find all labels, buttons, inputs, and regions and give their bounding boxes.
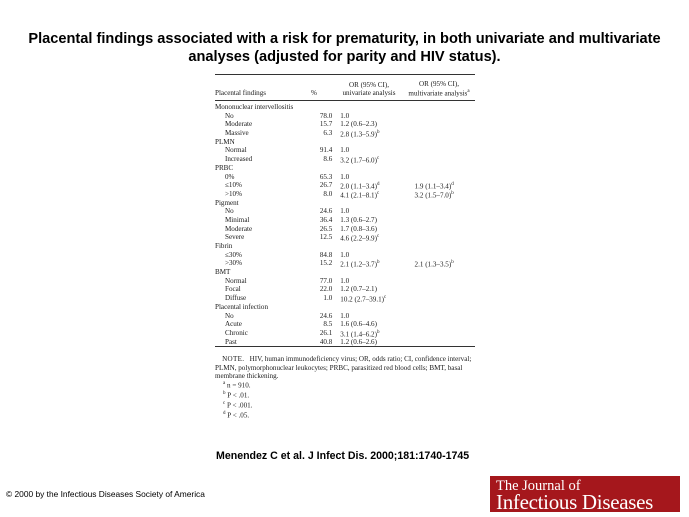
cell-multivariate [409,312,475,321]
cell-multivariate [409,216,475,225]
table-row [215,294,475,303]
cell-percent-text: 8.5 [323,320,333,329]
cell-univariate-text: 10.2 (2.7–39.1) [340,295,385,304]
cell-finding-text: Massive [225,129,249,138]
table-group-row [215,199,475,208]
cell-finding [215,268,309,277]
cell-univariate [334,312,408,321]
header-multivariate [403,80,475,97]
cell-multivariate [408,103,475,112]
table-row [215,181,475,190]
cell-finding [215,216,309,225]
cell-multivariate [409,129,475,138]
cell-univariate [334,242,408,251]
cell-finding [215,155,309,164]
table-row [215,112,475,121]
cell-percent [309,112,334,121]
cell-percent [309,199,334,208]
cell-percent [309,268,334,277]
table-group-row [215,268,475,277]
cell-univariate-text: 1.0 [340,111,350,120]
cell-univariate [334,294,408,303]
cell-univariate [334,251,408,260]
cell-univariate [334,181,408,190]
cell-percent [309,181,334,190]
cell-finding-text: >10% [225,189,243,198]
cell-finding [215,320,309,329]
footnote-marker: c [376,156,380,162]
cell-univariate-text: 1.0 [340,172,350,181]
cell-percent [309,155,334,164]
cell-finding-text: No [225,207,234,216]
footnote-mark: b [223,391,226,397]
table-row [215,207,475,216]
table-row [215,338,475,347]
table-group-row [215,103,475,112]
cell-multivariate [408,164,475,173]
table-row [215,120,475,129]
cell-finding-text: Normal [225,276,247,285]
header-univariate-line1: OR (95% CI), [349,81,389,89]
cell-percent [309,129,334,138]
header-percent: % [311,89,317,97]
footnote-marker: b [376,260,380,266]
cell-percent [309,329,334,338]
cell-finding [215,225,309,234]
cell-univariate [334,146,408,155]
cell-univariate-text: 1.0 [340,250,350,259]
cell-percent-text: 84.8 [319,250,333,259]
table-group-row [215,164,475,173]
cell-multivariate [409,173,475,182]
cell-multivariate [409,146,475,155]
table-header [215,75,475,100]
journal-logo-line2: Infectious Diseases [496,490,653,514]
footnote [215,410,475,420]
header-multivariate-footnote: a [467,88,470,94]
cell-univariate [334,112,408,121]
cell-percent-text: 26.1 [319,328,333,337]
cell-percent [309,120,334,129]
cell-univariate [334,103,408,112]
cell-univariate-text: 1.2 (0.6–2.3) [340,120,377,129]
table-group-row [215,303,475,312]
cell-percent [309,303,334,312]
cell-univariate-text: 3.1 (1.4–6.2) [340,330,377,339]
footnote-mark: c [223,401,226,407]
cell-finding [215,138,309,147]
header-univariate-line2: univariate analysis [342,89,396,97]
cell-percent [309,216,334,225]
cell-percent-text: 8.6 [323,155,333,164]
cell-finding [215,103,309,112]
cell-univariate [334,233,408,242]
cell-finding-text: 0% [225,172,235,181]
note-text: HIV, human immunodeficiency virus; OR, odds ratio; CI, confidence interval; PLMN, polymorphonuclear leukocytes; PRBC, parasitized red blood cells; BMT, basal membrane thickening. [215,355,472,381]
cell-percent [309,259,334,268]
cell-finding [215,259,309,268]
footnote-marker: c [376,190,380,196]
cell-univariate [334,120,408,129]
cell-finding-text: Past [225,337,237,346]
table-row [215,146,475,155]
cell-univariate [334,138,408,147]
footnote-mark: d [223,411,226,417]
cell-percent [309,242,334,251]
footnote-text: P < .001. [227,401,253,410]
header-multivariate-line2: multivariate analysis [408,89,468,97]
footnote-text: n = 910. [227,381,251,390]
table-row [215,173,475,182]
footnotes [215,380,475,420]
cell-percent [309,233,334,242]
cell-percent [309,103,334,112]
cell-multivariate [409,112,475,121]
journal-logo-line1: The Journal of [496,478,581,494]
cell-univariate-text: 4.1 (2.1–8.1) [340,191,377,200]
cell-univariate-text: 4.6 (2.2–9.9) [340,234,377,243]
cell-multivariate [409,294,475,303]
table-row [215,259,475,268]
cell-multivariate [408,242,475,251]
cell-finding-text: PRBC [215,163,234,172]
cell-multivariate [409,155,475,164]
cell-percent-text: 12.5 [319,233,333,242]
cell-finding-text: BMT [215,268,231,277]
table-row [215,285,475,294]
cell-finding-text: Minimal [225,215,250,224]
cell-finding [215,251,309,260]
cell-multivariate [409,181,475,190]
cell-finding [215,129,309,138]
table-row [215,329,475,338]
cell-finding-text: PLMN [215,137,235,146]
cell-percent-text: 36.4 [319,215,333,224]
cell-finding-text: Pigment [215,198,239,207]
footnote [215,390,475,400]
table-row [215,312,475,321]
cell-univariate-text: 3.2 (1.7–6.0) [340,156,377,165]
cell-finding-text: >30% [225,259,243,268]
cell-finding [215,173,309,182]
cell-univariate-text: 1.0 [340,311,350,320]
cell-percent [309,312,334,321]
cell-multivariate [409,320,475,329]
table-row [215,155,475,164]
cell-percent-text: 15.7 [319,120,333,129]
table-row [215,225,475,234]
cell-finding [215,303,309,312]
cell-finding-text: ≤30% [225,250,242,259]
cell-multivariate [409,251,475,260]
citation: Menendez C et al. J Infect Dis. 2000;181:1740-1745 [216,450,470,462]
cell-percent-text: 22.0 [319,285,333,294]
cell-univariate [334,155,408,164]
cell-finding [215,312,309,321]
cell-finding-text: No [225,311,234,320]
footnote-marker: d [451,182,454,188]
cell-univariate [334,303,408,312]
cell-multivariate [409,190,475,199]
header-multivariate-line1: OR (95% CI), [419,79,459,88]
cell-finding [215,329,309,338]
cell-finding-text: Focal [225,285,241,294]
cell-percent-text: 26.7 [319,181,333,190]
cell-univariate [334,259,408,268]
table-row [215,277,475,286]
cell-univariate [334,268,408,277]
slide-title: Placental findings associated with a risk for prematurity, in both univariate and multivariate analyses (adjusted for parity and HIV status). [28,31,661,65]
cell-finding [215,146,309,155]
copyright: © 2000 by the Infectious Diseases Society of America [6,489,205,499]
cell-univariate-text: 1.0 [340,146,350,155]
cell-multivariate [409,207,475,216]
cell-multivariate [409,329,475,338]
cell-percent [309,294,334,303]
cell-univariate [334,190,408,199]
cell-multivariate [409,277,475,286]
cell-finding [215,338,309,347]
cell-finding [215,285,309,294]
cell-univariate [334,199,408,208]
cell-finding-text: Fibrin [215,242,233,250]
cell-multivariate [409,225,475,234]
cell-multivariate [409,120,475,129]
cell-percent [309,320,334,329]
cell-multivariate [408,303,475,312]
note-label: NOTE. [222,355,245,364]
journal-logo [490,476,680,512]
cell-univariate-text: 1.0 [340,207,350,216]
cell-univariate [334,164,408,173]
footnote-text: P < .05. [227,411,250,420]
cell-finding [215,120,309,129]
footnote-marker: b [376,329,380,335]
cell-univariate [334,285,408,294]
cell-percent-text: 6.3 [323,129,333,138]
cell-multivariate [409,285,475,294]
cell-percent [309,138,334,147]
cell-univariate-text: 1.0 [340,276,350,285]
cell-percent-text: 78.0 [319,111,333,120]
cell-percent [309,277,334,286]
cell-univariate [334,338,408,347]
cell-multivariate-text: 3.2 (1.5–7.0) [414,191,452,200]
cell-finding [215,277,309,286]
cell-finding-text: Moderate [225,224,253,233]
cell-finding-text: Normal [225,146,247,155]
cell-multivariate-text: 2.1 (1.3–3.5) [414,260,452,269]
cell-finding-text: Acute [225,320,242,329]
table-note [215,351,475,380]
table-bottom-rule [215,346,475,347]
cell-percent-text: 8.0 [323,189,333,198]
footnote-mark: a [223,381,226,387]
cell-multivariate [409,338,475,347]
cell-multivariate [408,199,475,208]
cell-univariate [334,329,408,338]
cell-finding [215,190,309,199]
cell-percent-text: 15.2 [319,259,333,268]
table-body [215,101,475,346]
footnote-marker: b [376,130,380,136]
cell-percent-text: 91.4 [319,146,333,155]
cell-finding [215,164,309,173]
table-row [215,251,475,260]
table-group-row [215,242,475,251]
cell-univariate-text: 2.1 (1.2–3.7) [340,260,377,269]
cell-finding-text: Increased [225,155,253,164]
cell-finding [215,294,309,303]
cell-percent-text: 65.3 [319,172,333,181]
cell-finding-text: Chronic [225,328,248,337]
cell-finding-text: Placental infection [215,302,268,311]
cell-univariate-text: 1.2 (0.6–2.6) [340,337,377,346]
cell-percent [309,164,334,173]
footnote-marker: b [451,190,454,196]
cell-finding [215,112,309,121]
cell-percent-text: 24.6 [319,311,333,320]
cell-percent-text: 26.5 [319,224,333,233]
cell-multivariate [408,138,475,147]
cell-univariate-text: 2.8 (1.3–5.9) [340,130,377,139]
cell-finding [215,199,309,208]
cell-univariate [334,129,408,138]
table-row [215,190,475,199]
cell-percent [309,251,334,260]
cell-finding [215,242,309,251]
cell-univariate [334,216,408,225]
cell-finding-text: Diffuse [225,294,247,303]
cell-percent-text: 40.8 [319,337,333,346]
cell-finding-text: No [225,111,234,120]
footnote-marker: b [451,260,454,266]
cell-univariate [334,207,408,216]
header-univariate [335,81,403,97]
cell-percent [309,285,334,294]
cell-univariate [334,277,408,286]
footnote-marker: c [384,295,387,301]
cell-univariate-text: 1.3 (0.6–2.7) [340,215,377,224]
cell-finding [215,207,309,216]
table-row [215,216,475,225]
table-row [215,320,475,329]
cell-univariate-text: 1.6 (0.6–4.6) [340,320,377,329]
cell-percent [309,146,334,155]
cell-percent [309,190,334,199]
footnote-text: P < .01. [227,391,250,400]
cell-univariate-text: 1.2 (0.7–2.1) [340,285,377,294]
cell-percent-text: 1.0 [323,294,333,303]
footnote [215,400,475,410]
cell-percent-text: 24.6 [319,207,333,216]
footnote-marker: d [376,182,380,188]
cell-univariate [334,173,408,182]
table-row [215,129,475,138]
footnote [215,380,475,390]
footnote-marker: c [376,234,380,240]
cell-multivariate [409,259,475,268]
cell-univariate [334,225,408,234]
cell-percent [309,207,334,216]
table-group-row [215,138,475,147]
cell-percent-text: 77.0 [319,276,333,285]
findings-table [215,74,475,420]
header-findings: Placental findings [215,89,267,97]
cell-percent [309,225,334,234]
cell-finding-text: Moderate [225,120,253,129]
cell-percent [309,338,334,347]
cell-multivariate [408,268,475,277]
cell-finding-text: Mononuclear intervellositis [215,103,294,111]
cell-univariate [334,320,408,329]
table-row [215,233,475,242]
cell-univariate-text: 2.0 (1.1–3.4) [340,182,377,191]
cell-univariate-text: 1.7 (0.8–3.6) [340,224,377,233]
cell-finding-text: ≤10% [225,181,242,190]
cell-multivariate [409,233,475,242]
cell-multivariate-text: 1.9 (1.1–3.4) [414,182,452,191]
cell-finding [215,181,309,190]
cell-percent [309,173,334,182]
cell-finding [215,233,309,242]
cell-finding-text: Severe [225,233,245,242]
